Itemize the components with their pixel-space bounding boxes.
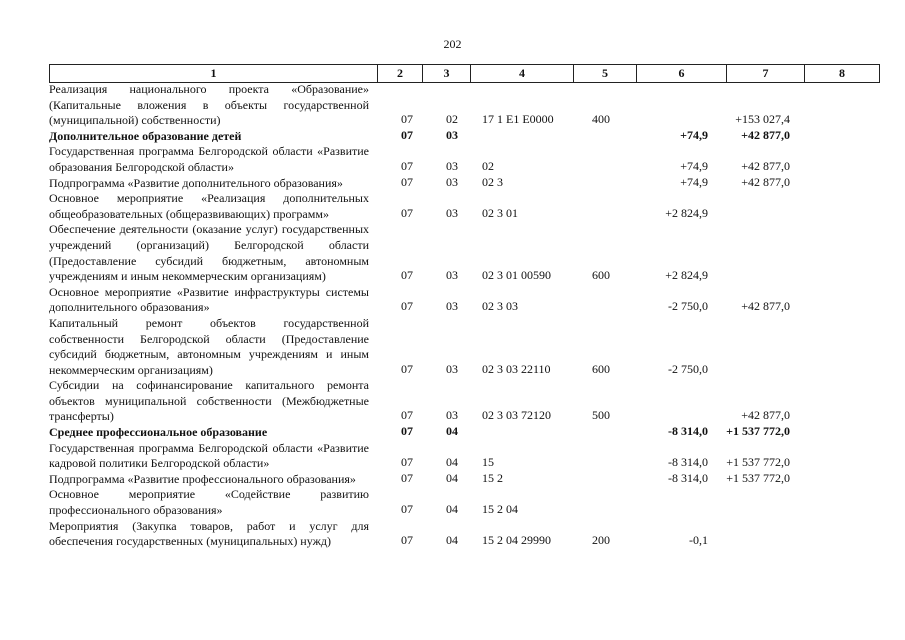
table-row <box>49 176 879 192</box>
row-subsection: 03 <box>446 408 458 423</box>
row-description: Субсидии на софинансирование капитального ремонта объектов муниципальной собственности (Межбюджетные трансферты) <box>49 378 369 424</box>
row-amount-col7: +42 877,0 <box>741 158 790 173</box>
row-target-code: 15 2 <box>482 470 503 485</box>
page-number: 202 <box>443 37 462 51</box>
table-row <box>49 144 879 175</box>
row-amount-col6: +74,9 <box>680 174 708 189</box>
row-target-code: 15 <box>482 455 494 470</box>
row-amount-col6: -8 314,0 <box>668 470 708 485</box>
row-expense-type: 600 <box>592 361 610 376</box>
row-expense-type: 200 <box>592 533 610 548</box>
row-amount-col6: -2 750,0 <box>668 361 708 376</box>
row-amount-col6: -8 314,0 <box>668 455 708 470</box>
row-description: Государственная программа Белгородской области «Развитие кадровой политики Белгородской области» <box>49 440 369 471</box>
row-description: Основное мероприятие «Реализация дополнительных общеобразовательных (общеразвивающих) программ» <box>49 191 369 221</box>
row-section: 07 <box>401 424 413 439</box>
row-expense-type: 400 <box>592 112 610 127</box>
header-col-8: 8 <box>805 65 880 83</box>
row-amount-col7: +42 877,0 <box>741 299 790 314</box>
row-amount-col7: +42 877,0 <box>741 408 790 423</box>
table-row <box>49 191 879 222</box>
table-row <box>49 425 879 441</box>
row-subsection: 03 <box>446 158 458 173</box>
row-subsection: 03 <box>446 205 458 220</box>
row-target-code: 02 <box>482 158 494 173</box>
row-subsection: 03 <box>446 127 458 142</box>
row-section: 07 <box>401 502 413 517</box>
row-amount-col6: -8 314,0 <box>668 424 708 439</box>
row-subsection: 03 <box>446 174 458 189</box>
table-row <box>49 472 879 488</box>
row-section: 07 <box>401 408 413 423</box>
row-section: 07 <box>401 268 413 283</box>
row-subsection: 02 <box>446 112 458 127</box>
row-description: Подпрограмма «Развитие дополнительного образования» <box>49 175 343 190</box>
row-description: Государственная программа Белгородской области «Развитие образования Белгородской области» <box>49 144 369 174</box>
row-section: 07 <box>401 470 413 485</box>
row-description: Основное мероприятие «Содействие развитию профессионального образования» <box>49 487 369 518</box>
row-target-code: 15 2 04 <box>482 502 518 517</box>
row-section: 07 <box>401 205 413 220</box>
table-row <box>49 82 879 129</box>
table-row <box>49 129 879 145</box>
row-amount-col7: +1 537 772,0 <box>726 424 790 439</box>
row-target-code: 02 3 03 72120 <box>482 408 551 423</box>
header-col-1: 1 <box>50 65 378 83</box>
row-amount-col6: +74,9 <box>680 158 708 173</box>
row-target-code: 02 3 01 <box>482 205 518 220</box>
table-row <box>49 316 879 378</box>
table-row <box>49 222 879 284</box>
row-target-code: 02 3 03 <box>482 299 518 314</box>
row-subsection: 04 <box>446 424 458 439</box>
table-row <box>49 519 879 550</box>
row-amount-col7: +42 877,0 <box>741 174 790 189</box>
row-target-code: 02 3 03 22110 <box>482 361 551 376</box>
table-row <box>49 487 879 518</box>
row-description: Реализация национального проекта «Образование» (Капитальные вложения в объекты государственной (муниципальной) собственности) <box>49 82 369 128</box>
row-amount-col7: +1 537 772,0 <box>726 470 790 485</box>
header-col-7: 7 <box>727 65 805 83</box>
header-col-2: 2 <box>378 65 423 83</box>
row-section: 07 <box>401 174 413 189</box>
row-subsection: 04 <box>446 502 458 517</box>
row-subsection: 04 <box>446 455 458 470</box>
row-expense-type: 500 <box>592 408 610 423</box>
table-row <box>49 441 879 472</box>
row-subsection: 03 <box>446 268 458 283</box>
row-amount-col7: +1 537 772,0 <box>726 455 790 470</box>
row-amount-col6: -2 750,0 <box>668 299 708 314</box>
row-amount-col7: +42 877,0 <box>741 127 790 142</box>
row-description: Мероприятия (Закупка товаров, работ и услуг для обеспечения государственных (муниципальных) нужд) <box>49 518 369 549</box>
row-section: 07 <box>401 533 413 548</box>
table-body <box>49 82 879 550</box>
header-col-6: 6 <box>637 65 727 83</box>
row-expense-type: 600 <box>592 268 610 283</box>
row-section: 07 <box>401 158 413 173</box>
row-target-code: 02 3 01 00590 <box>482 268 551 283</box>
header-col-3: 3 <box>423 65 471 83</box>
table-row <box>49 378 879 425</box>
table-row <box>49 285 879 316</box>
row-amount-col6: -0,1 <box>689 533 708 548</box>
row-section: 07 <box>401 112 413 127</box>
row-section: 07 <box>401 455 413 470</box>
row-target-code: 15 2 04 29990 <box>482 533 551 548</box>
table-header <box>49 64 880 83</box>
row-amount-col6: +74,9 <box>680 127 708 142</box>
row-subsection: 04 <box>446 533 458 548</box>
row-description: Основное мероприятие «Развитие инфраструктуры системы дополнительного образования» <box>49 284 369 315</box>
row-subsection: 04 <box>446 470 458 485</box>
row-target-code: 17 1 E1 E0000 <box>482 112 554 127</box>
row-subsection: 03 <box>446 299 458 314</box>
row-amount-col6: +2 824,9 <box>665 205 708 220</box>
row-section: 07 <box>401 361 413 376</box>
row-section: 07 <box>401 299 413 314</box>
header-col-4: 4 <box>471 65 574 83</box>
row-description: Среднее профессиональное образование <box>49 425 268 440</box>
row-amount-col6: +2 824,9 <box>665 268 708 283</box>
row-amount-col7: +153 027,4 <box>735 112 790 127</box>
row-description: Дополнительное образование детей <box>49 128 242 143</box>
row-section: 07 <box>401 127 413 142</box>
row-description: Обеспечение деятельности (оказание услуг) государственных учреждений (организаций) Белгородской области (Предоставление субсидий бюджетным, автономным учреждениям и иным некоммерческим организациям) <box>49 222 369 284</box>
row-description: Подпрограмма «Развитие профессионального образования» <box>49 471 356 486</box>
row-subsection: 03 <box>446 361 458 376</box>
row-target-code: 02 3 <box>482 174 503 189</box>
header-col-5: 5 <box>574 65 637 83</box>
row-description: Капитальный ремонт объектов государственной собственности Белгородской области (Предоставление субсидий бюджетным, автономным учреждениям и иным некоммерческим организациям) <box>49 315 369 377</box>
